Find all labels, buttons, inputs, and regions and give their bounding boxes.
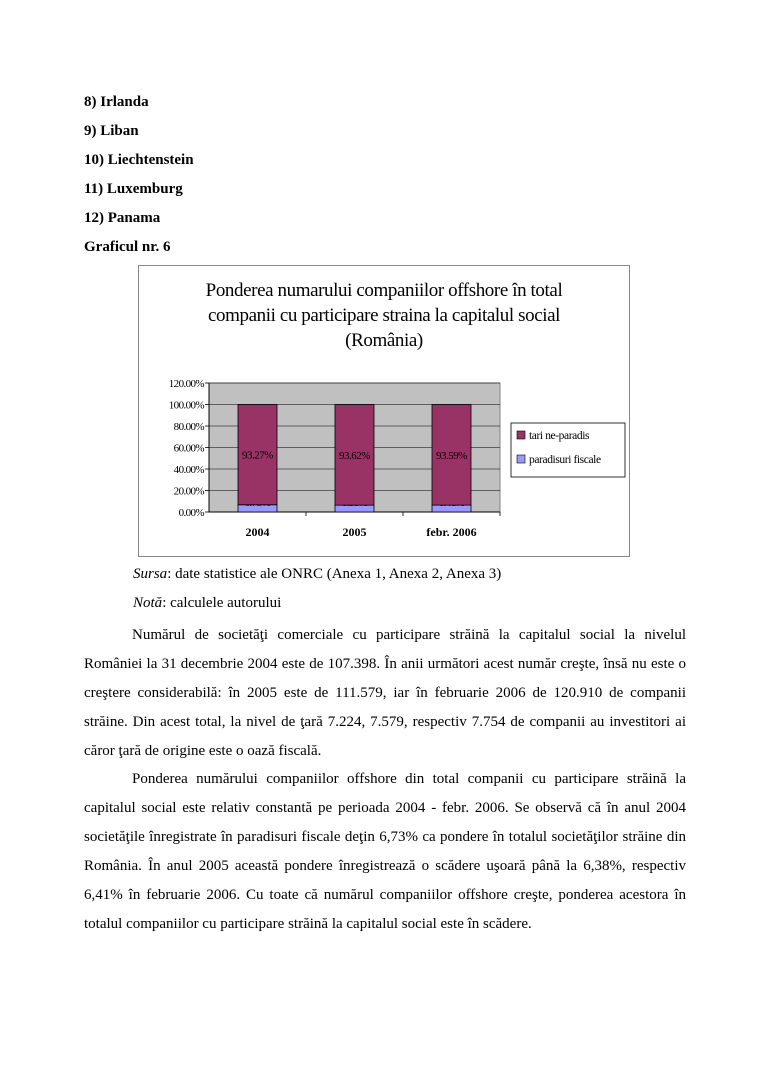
- list-item: 12) Panama: [84, 210, 161, 226]
- y-tick-label: 80.00%: [173, 421, 204, 433]
- chart-title-line: (România): [345, 330, 423, 351]
- y-tick-label: 20.00%: [173, 485, 204, 498]
- chart-title-line: companii cu participare straina la capitalul social: [207, 305, 561, 326]
- y-tick-label: 40.00%: [173, 464, 204, 476]
- note-line: [133, 595, 281, 612]
- list-item: 9) Liban: [84, 123, 139, 139]
- y-tick-label: 120.00%: [168, 378, 204, 390]
- x-tick-label: 2005: [342, 525, 367, 539]
- stacked-bar-chart: [139, 266, 629, 556]
- x-tick-label: febr. 2006: [426, 525, 477, 539]
- x-tick-label: 2004: [245, 525, 270, 539]
- data-label: 93.27%: [242, 449, 273, 462]
- note-text: : calculele autorului: [162, 595, 282, 611]
- chart-container: [138, 265, 630, 557]
- country-list: [84, 90, 194, 264]
- paragraph: Numărul de societăţi comerciale cu participare străină la capitalul social la nivelul României la 31 decembrie 2004 este de 107.398. În anii următori acest număr creşte, însă nu este o creştere considerabilă: în 2005 este de 111.579, iar în februarie 2006 de 120.910 de companii străine. Din acest total, la nivel de ţară 7.224, 7.579, respectiv 7.754 de companii au investitori ai căror ţară de origine este o oază fiscală.: [84, 627, 686, 759]
- legend-swatch: [517, 431, 525, 439]
- y-tick-label: 0.00%: [178, 507, 204, 519]
- list-item: 10) Liechtenstein: [84, 152, 194, 168]
- legend-label: tari ne-paradis: [529, 430, 590, 442]
- legend-swatch: [517, 455, 525, 463]
- data-label: 93.59%: [436, 449, 467, 462]
- figure-label: Graficul nr. 6: [84, 239, 171, 255]
- legend-label: paradisuri fiscale: [529, 454, 601, 466]
- chart-title-line: Ponderea numarului companiilor offshore în total: [205, 280, 563, 301]
- list-item: 8) Irlanda: [84, 94, 149, 110]
- source-line: [133, 566, 501, 583]
- list-item: 11) Luxemburg: [84, 181, 183, 197]
- y-tick-label: 60.00%: [173, 442, 204, 455]
- paragraph: Ponderea numărului companiilor offshore din total companii cu participare străină la capitalul social este relativ constantă pe perioada 2004 - febr. 2006. Se observă că în anul 2004 societăţile înregistrate în paradisuri fiscale deţin 6,73% ca pondere în totalul societăţilor străine din România. În anul 2005 această pondere înregistrează o scădere uşoară până la 6,38%, respectiv 6,41% în februarie 2006. Cu toate că numărul companiilor offshore creşte, ponderea acestora în totalul companiilor cu participare străină la capitalul social este în scădere.: [84, 771, 686, 932]
- source-label: Sursa: [133, 566, 168, 582]
- data-label: 93.62%: [339, 449, 370, 462]
- source-text: : date statistice ale ONRC (Anexa 1, Anexa 2, Anexa 3): [167, 566, 502, 582]
- y-tick-label: 100.00%: [168, 399, 204, 412]
- note-label: Notă: [133, 595, 163, 611]
